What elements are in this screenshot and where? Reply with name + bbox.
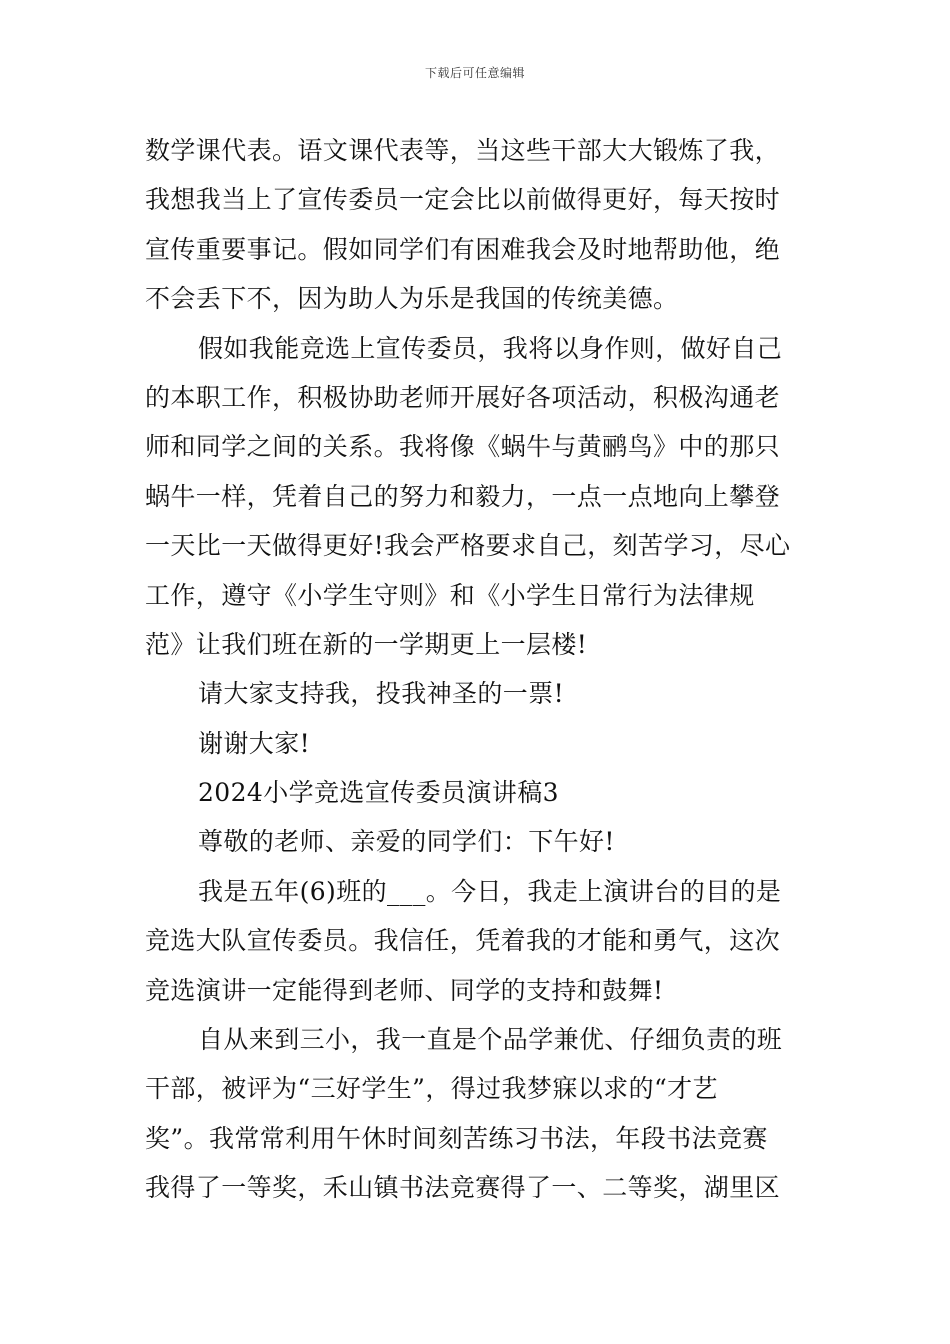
text-line: 我想我当上了宣传委员一定会比以前做得更好，每天按时 — [145, 185, 781, 215]
text-line: 尊敬的老师、亲爱的同学们：下午好! — [198, 827, 615, 857]
text-line: 谢谢大家! — [198, 728, 311, 758]
text-line: 不会丢下不，因为助人为乐是我国的传统美德。 — [145, 284, 679, 314]
text-line: 工作，遵守《小学生守则》和《小学生日常行为法律规 — [145, 580, 755, 610]
text-line: 我是五年(6)班的___。今日，我走上演讲台的目的是 — [198, 876, 782, 906]
text-line: 干部，被评为“三好学生”，得过我梦寐以求的“才艺 — [145, 1074, 718, 1104]
text-line: 2024小学竞选宣传委员演讲稿3 — [198, 778, 559, 808]
text-line: 请大家支持我，投我神圣的一票! — [198, 679, 565, 709]
text-line: 的本职工作，积极协助老师开展好各项活动，积极沟通老 — [145, 382, 781, 412]
text-line: 数学课代表。语文课代表等，当这些干部大大锻炼了我， — [145, 136, 781, 165]
text-line: 自从来到三小，我一直是个品学兼优、仔细负责的班 — [198, 1025, 783, 1055]
page-header: 下载后可任意编辑 — [424, 66, 525, 80]
text-line: 我得了一等奖，禾山镇书法竞赛得了一、二等奖，湖里区 — [145, 1173, 781, 1203]
document-body — [145, 126, 807, 1213]
text-line: 竞选演讲一定能得到老师、同学的支持和鼓舞! — [145, 975, 664, 1005]
text-line: 范》让我们班在新的一学期更上一层楼! — [145, 629, 588, 659]
text-line: 假如我能竞选上宣传委员，我将以身作则，做好自己 — [198, 333, 783, 363]
text-line: 奖”。我常常利用午休时间刻苦练习书法，年段书法竞赛 — [145, 1123, 768, 1153]
text-line: 师和同学之间的关系。我将像《蜗牛与黄鹂鸟》中的那只 — [145, 432, 781, 462]
text-line: 一天比一天做得更好!我会严格要求自己，刻苦学习，尽心 — [145, 531, 791, 561]
text-line: 竞选大队宣传委员。我信任，凭着我的才能和勇气，这次 — [145, 926, 781, 956]
text-line: 宣传重要事记。假如同学们有困难我会及时地帮助他，绝 — [145, 234, 781, 264]
text-line: 蜗牛一样，凭着自己的努力和毅力，一点一点地向上攀登 — [145, 481, 781, 511]
